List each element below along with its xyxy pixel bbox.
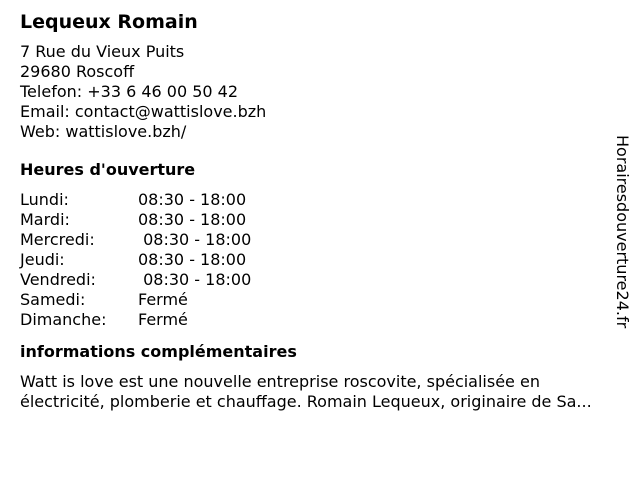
additional-info-title: informations complémentaires xyxy=(20,342,297,361)
day-label: Jeudi: xyxy=(20,250,65,269)
hours-row-wednesday xyxy=(20,230,620,250)
business-card xyxy=(20,10,620,412)
time-value: 08:30 - 18:00 xyxy=(138,230,252,249)
opening-hours-title: Heures d'ouverture xyxy=(20,160,196,179)
address-street: 7 Rue du Vieux Puits xyxy=(20,42,185,61)
time-value: Fermé xyxy=(138,290,188,309)
email-line: Email: contact@wattislove.bzh xyxy=(20,102,267,121)
web-line: Web: wattislove.bzh/ xyxy=(20,122,187,141)
hours-row-monday xyxy=(20,190,620,210)
site-watermark: Horairesdouverture24.fr xyxy=(613,135,632,329)
hours-row-tuesday xyxy=(20,210,620,230)
phone-line: Telefon: +33 6 46 00 50 42 xyxy=(20,82,239,101)
address-city: 29680 Roscoff xyxy=(20,62,135,81)
time-value: 08:30 - 18:00 xyxy=(138,190,247,209)
time-value: 08:30 - 18:00 xyxy=(138,270,252,289)
day-label: Mercredi: xyxy=(20,230,95,249)
day-label: Dimanche: xyxy=(20,310,107,329)
hours-row-sunday xyxy=(20,310,620,330)
time-value: 08:30 - 18:00 xyxy=(138,250,247,269)
business-name: Lequeux Romain xyxy=(20,11,198,33)
time-value: 08:30 - 18:00 xyxy=(138,210,247,229)
day-label: Vendredi: xyxy=(20,270,96,289)
day-label: Samedi: xyxy=(20,290,86,309)
hours-row-friday xyxy=(20,270,620,290)
additional-info-text: Watt is love est une nouvelle entreprise roscovite, spécialisée en électricité, plomberie et chauffage. Romain Lequeux, originaire de Sa... xyxy=(20,372,592,411)
time-value: Fermé xyxy=(138,310,188,329)
opening-hours-table xyxy=(20,190,620,330)
hours-row-thursday xyxy=(20,250,620,270)
hours-row-saturday xyxy=(20,290,620,310)
day-label: Mardi: xyxy=(20,210,70,229)
day-label: Lundi: xyxy=(20,190,69,209)
